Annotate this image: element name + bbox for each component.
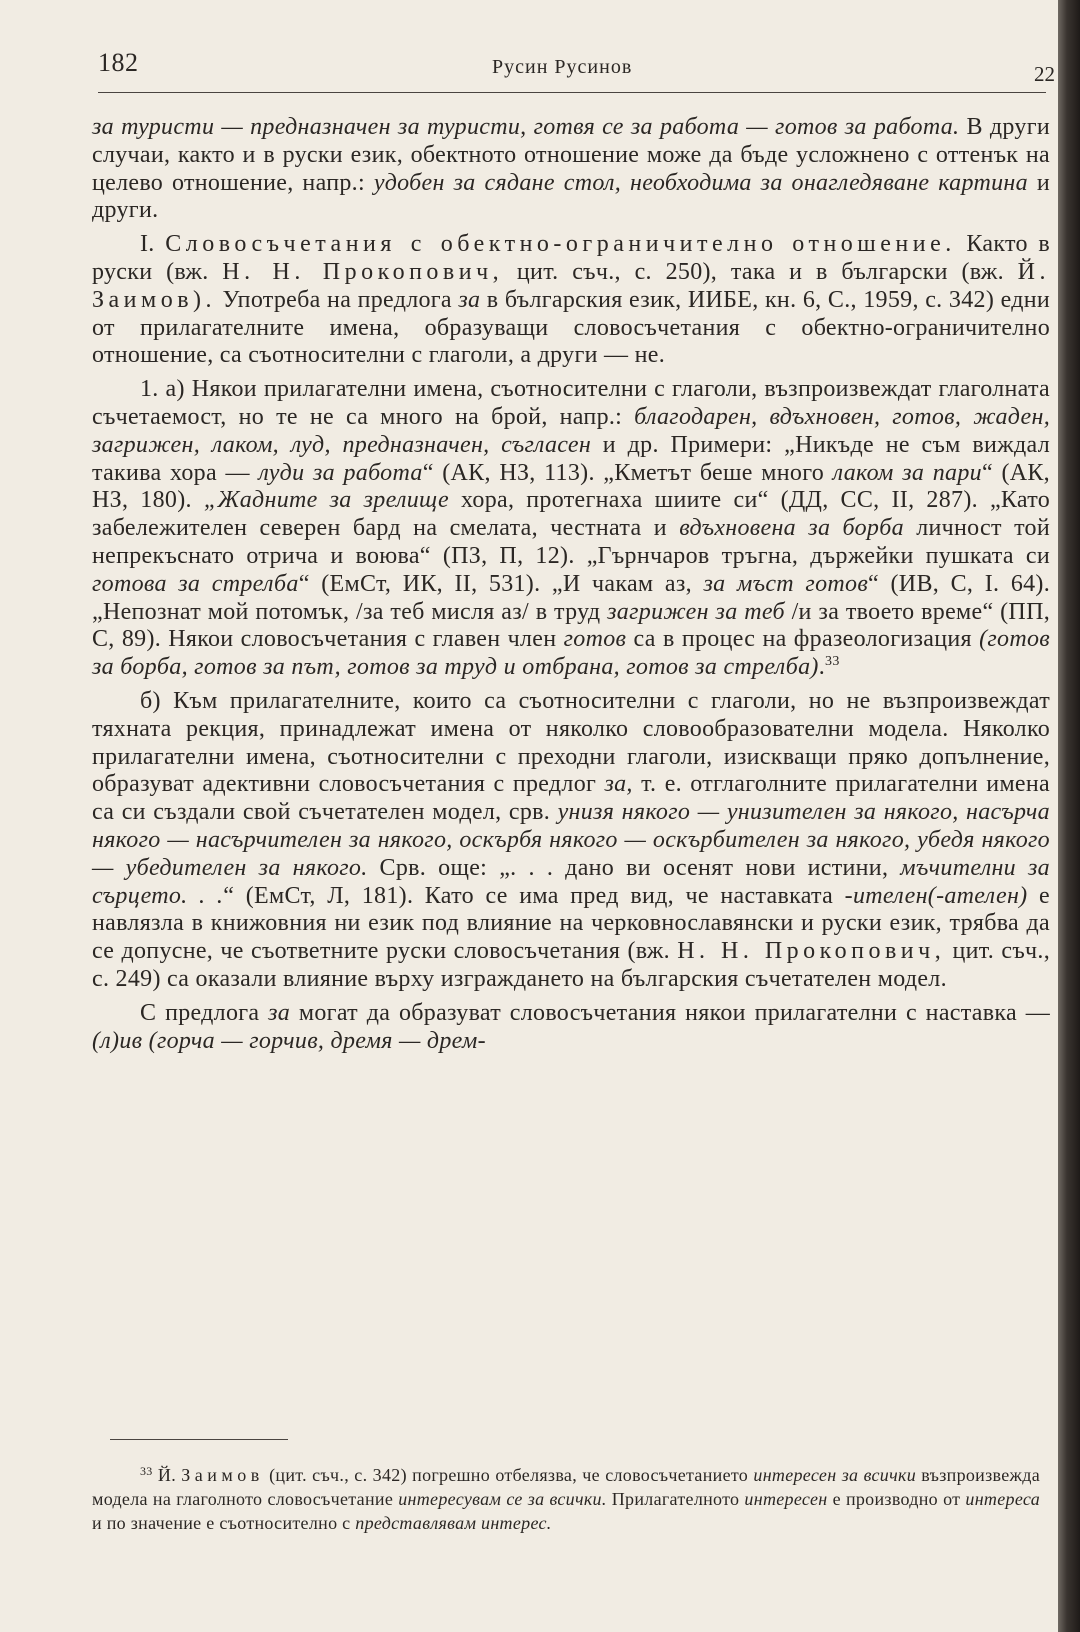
footnote-marker: 33 xyxy=(140,1464,153,1478)
author-name: Й. Заимов). xyxy=(92,258,1051,313)
section-1-heading-paragraph: I. Словосъчетания с обектно-ограничително отношение. Както в руски (вж. Н. Н. Прокопович, цит. съч., с. 250), така и в български (вж. Й. Заимов). Употреба на предлога за в българския език, ИИБЕ, кн. 6, С., 1959, с. 342) едни от прилагателните имена, образуващи словосъчетания с обектно-ограничително отношение, са съотносителни с глаголи, а други — не. xyxy=(92,231,1051,369)
paragraph-1b: б) Към прилагателните, които са съотносителни с глаголи, но не възпроизвеждат тяхната рекция, принадлежат имена от няколко словообразователни модела. Няколко прилагателни имена, съотносителни с преходни глаголи, изискващи пряко допълнение, образуват адективни словосъчетания с предлог за, т. е. отглаголните прилагателни имена са си създали свой съчетателен модел, срв. унизя някого — унизителен за някого, насърча някого — насърчителен за някого, оскърбя някого — оскърбителен за някого, убедя някого — убедителен за някого. Срв. още: „. . . дано ви осенят нови истини, мъчителни за сърцето. . .“ (ЕмСт, Л, 181). Като се има пред вид, че наставката -ителен(-ателен) е навлязла в книжовния ни език под влияние на черковнославянски и руски език, трябва да се допусне, че съответните руски словосъчетания (вж. Н. Н. Прокопович, цит. съч., с. 249) са оказали влияние върху изграждането на българския съчетателен модел. xyxy=(92,687,1051,992)
author-name: Н. Н. Прокопович, xyxy=(222,258,504,285)
author-name: Н. Н. Прокопович, xyxy=(677,938,946,965)
paragraph-suffix-liv: С предлога за могат да образуват словосъчетания някои прилагателни с наставка — (л)ив (горча — горчив, дремя — дрем- xyxy=(92,999,1051,1054)
book-spine-edge xyxy=(1058,0,1080,1632)
footnote-ref-33: 33 xyxy=(825,654,840,670)
body-text xyxy=(92,114,1050,1055)
running-head: Русин Русинов xyxy=(492,56,633,78)
page-header xyxy=(96,42,1058,92)
footnote-rule xyxy=(110,1439,288,1440)
paragraph-1a: 1. а) Някои прилагателни имена, съотносителни с глаголи, възпроизвеждат глаголната съчетаемост, но те не са много на брой, напр.: благодарен, вдъхновен, готов, жаден, загрижен, лаком, луд, предназначен, съгласен и др. Примери: „Никъде не съм виждал такива хора — луди за работа“ (АК, НЗ, 113). „Кметът беше много лаком за пари“ (АК, НЗ, 180). „Жадните за зрелище хора, протегнаха шиите си“ (ДД, СС, II, 287). „Като забележителен северен бард на смелата, честната и вдъхновена за борба личност той непрекъснато отрича и воюва“ (ПЗ, П, 12). „Гърнчаров тръгна, държейки пушката си готова за стрелба“ (ЕмСт, ИК, II, 531). „И чакам аз, за мъст готов“ (ИВ, С, I. 64). „Непознат мой потомък, /за теб мисля аз/ в труд загрижен за теб /и за твоето време“ (ПП, С, 89). Някои словосъчетания с главен член готов са в процес на фразеологизация (готов за борба, готов за път, готов за труд и отбрана, готов за стрелба).$^{33}$ xyxy=(92,376,1051,681)
footnote-text: $^{33}$ Й. Заимов (цит. съч., с. 342) погрешно отбелязва, че словосъчетанието интересен за всички възпроизвежда модела на глаголното словосъчетание интересувам се за всички. Прилагателното интересен е производно от интереса и по значение е съотносително с представлявам интерес. xyxy=(92,1464,1040,1533)
page-number: 182 xyxy=(98,48,139,77)
section-heading: Словосъчетания с обектно-ограничително отношение. xyxy=(165,231,956,258)
facing-page-number-fragment: 22 xyxy=(1034,62,1055,86)
header-rule xyxy=(98,92,1046,93)
footnote-33 xyxy=(92,1464,1040,1535)
paragraph-continuation: за туристи — предназначен за туристи, готвя се за работа — готов за работа. В други случаи, както и в руски език, обектното отношение може да бъде усложнено с оттенък на целево отношение, напр.: удобен за сядане стол, необходима за онагледяване картина и други. xyxy=(92,114,1050,224)
author-name: Заимов xyxy=(181,1465,264,1485)
